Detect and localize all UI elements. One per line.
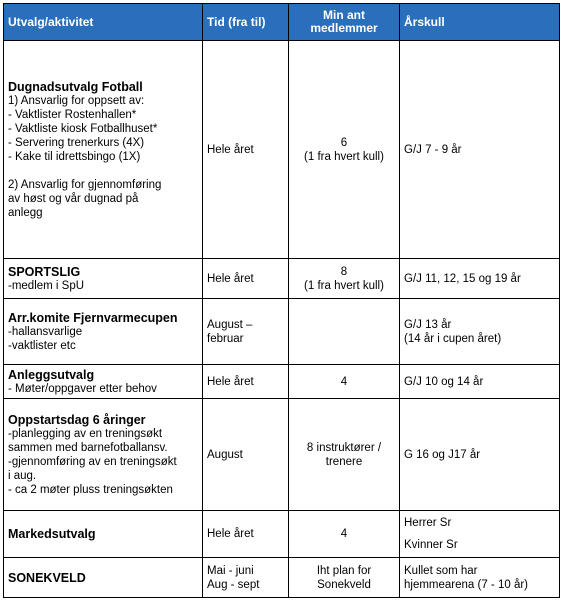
activity-detail: -planlegging av en treningsøkt <box>8 427 163 440</box>
activity-title: Arr.komite Fjernvarmecupen <box>8 310 178 325</box>
activity-detail: - ca 2 møter pluss treningsøkten <box>8 483 173 496</box>
years-cell <box>400 558 560 598</box>
activity-detail: - Vaktliste kiosk Fotballhuset* <box>8 122 158 135</box>
time-text: Hele året <box>207 375 254 388</box>
activity-detail: -vaktlister etc <box>8 339 76 352</box>
members-text: Iht plan for <box>316 564 372 577</box>
time-cell <box>203 299 289 365</box>
years-cell <box>400 41 560 259</box>
table-row <box>4 511 560 558</box>
time-text: Hele året <box>207 143 254 156</box>
header-members: Min ant medlemmer <box>289 4 400 41</box>
time-cell <box>203 259 289 299</box>
activity-detail: - Kake til idrettsbingo (1X) <box>8 150 141 163</box>
activity-cell <box>4 365 203 399</box>
activity-title: Markedsutvalg <box>8 527 96 541</box>
activity-detail: 2) Ansvarlig for gjennomføring <box>8 178 162 191</box>
members-text: 8 <box>340 265 348 278</box>
table-row <box>4 558 560 598</box>
members-text: (1 fra hvert kull) <box>304 279 384 292</box>
members-text: 8 instruktører / <box>306 441 382 454</box>
activity-detail: -gjennomføring av en treningsøkt <box>8 455 177 468</box>
activity-cell <box>4 259 203 299</box>
members-text: 4 <box>340 528 348 540</box>
activity-detail: 1) Ansvarlig for oppsett av: <box>8 94 145 107</box>
table-row <box>4 365 560 399</box>
activity-detail: i aug. <box>8 469 37 482</box>
activity-title: SONEKVELD <box>8 570 86 585</box>
years-cell <box>400 511 560 558</box>
years-text: G/J 11, 12, 15 og 19 år <box>404 272 521 285</box>
years-cell <box>400 259 560 299</box>
committee-table <box>3 3 560 598</box>
activity-title: Dugnadsutvalg Fotball <box>8 79 143 94</box>
time-text: Aug - sept <box>207 578 260 591</box>
years-text: G/J 13 år <box>404 318 452 331</box>
members-cell <box>289 41 400 259</box>
table-row <box>4 41 560 259</box>
time-text: Hele året <box>207 528 254 540</box>
time-cell <box>203 41 289 259</box>
years-text: Herrer Sr <box>404 517 452 529</box>
table-row <box>4 299 560 365</box>
time-text: August – <box>207 318 253 331</box>
years-cell <box>400 365 560 399</box>
members-text: Sonekveld <box>317 578 371 591</box>
activity-detail: - Vaktlister Rostenhallen* <box>8 108 137 121</box>
members-cell <box>289 259 400 299</box>
members-cell <box>289 299 400 365</box>
activity-title: Anleggsutvalg <box>8 367 95 382</box>
table-row <box>4 399 560 511</box>
activity-cell <box>4 511 203 558</box>
time-text: Hele året <box>207 272 254 285</box>
header-time: Tid (fra til) <box>203 4 289 41</box>
header-row <box>4 4 560 41</box>
time-text: August <box>207 448 243 461</box>
table-row <box>4 259 560 299</box>
years-cell <box>400 299 560 365</box>
members-cell <box>289 365 400 399</box>
members-cell <box>289 558 400 598</box>
activity-detail: av høst og vår dugnad på <box>8 192 139 205</box>
years-text: hjemmearena (7 - 10 år) <box>404 578 528 591</box>
activity-title: SPORTSLIG <box>8 264 81 279</box>
years-text: Kvinner Sr <box>404 539 458 551</box>
time-text: februar <box>207 332 244 345</box>
header-years: Årskull <box>400 4 560 41</box>
years-text: G/J 10 og 14 år <box>404 375 484 388</box>
members-cell <box>289 399 400 511</box>
activity-detail: - Møter/oppgaver etter behov <box>8 382 157 395</box>
header-activity: Utvalg/aktivitet <box>4 4 203 41</box>
years-text: G/J 7 - 9 år <box>404 143 462 156</box>
members-cell <box>289 511 400 558</box>
activity-detail: anlegg <box>8 206 43 219</box>
time-cell <box>203 558 289 598</box>
members-text: trenere <box>325 455 363 468</box>
time-cell <box>203 365 289 399</box>
activity-cell <box>4 399 203 511</box>
members-text: (1 fra hvert kull) <box>304 150 384 163</box>
activity-cell <box>4 299 203 365</box>
years-cell <box>400 399 560 511</box>
activity-detail: -medlem i SpU <box>8 279 85 292</box>
members-text: 4 <box>340 375 348 388</box>
time-cell <box>203 511 289 558</box>
years-text: (14 år i cupen året) <box>404 332 502 345</box>
spacer <box>8 164 198 178</box>
activity-title: Oppstartsdag 6 åringer <box>8 412 146 427</box>
years-text: Kullet som har <box>404 564 478 577</box>
activity-detail: -hallansvarlige <box>8 325 83 338</box>
time-cell <box>203 399 289 511</box>
activity-cell <box>4 41 203 259</box>
time-text: Mai - juni <box>207 564 254 577</box>
activity-cell <box>4 558 203 598</box>
activity-detail: - Servering trenerkurs (4X) <box>8 136 145 149</box>
members-text: 6 <box>340 136 348 149</box>
years-text: G 16 og J17 år <box>404 448 481 461</box>
activity-detail: sammen med barnefotballansv. <box>8 441 168 454</box>
